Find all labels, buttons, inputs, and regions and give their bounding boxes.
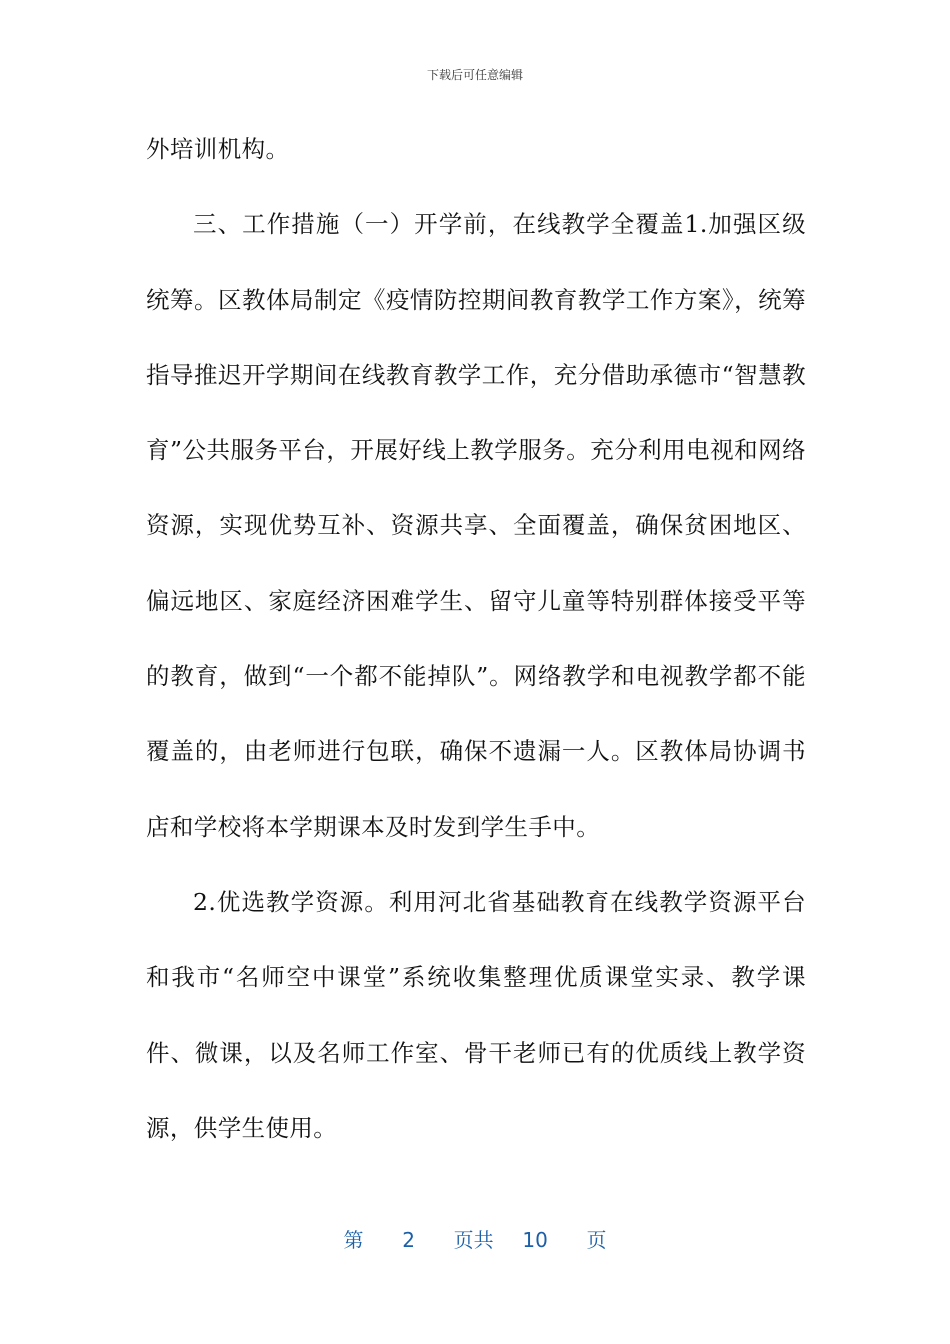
- paragraph-2: 三、工作措施（一）开学前，在线教学全覆盖1.加强区级统筹。区教体局制定《疫情防控期间教育教学工作方案》，统筹指导推迟开学期间在线教育教学工作，充分借助承德市“智慧教育”公共服务平台，开展好线上教学服务。充分利用电视和网络资源，实现优势互补、资源共享、全面覆盖，确保贫困地区、偏远地区、家庭经济困难学生、留守儿童等特别群体接受平等的教育，做到“一个都不能掉队”。网络教学和电视教学都不能覆盖的，由老师进行包联，确保不遗漏一人。区教体局协调书店和学校将本学期课本及时发到学生手中。: [146, 210, 806, 841]
- page-header: 下载后可任意编辑: [426, 68, 523, 82]
- paragraph-3: 2.优选教学资源。利用河北省基础教育在线教学资源平台和我市“名师空中课堂”系统收集整理优质课堂实录、教学课件、微课，以及名师工作室、骨干老师已有的优质线上教学资源，供学生使用。: [146, 887, 806, 1142]
- footer-suffix: 页: [586, 1228, 607, 1252]
- footer-prefix: 第: [343, 1228, 364, 1252]
- total-pages-number: 10: [522, 1228, 548, 1252]
- footer-middle: 页共: [453, 1228, 494, 1252]
- page-footer: [0, 1224, 950, 1253]
- current-page-number: 2: [402, 1228, 415, 1252]
- document-body: [146, 112, 806, 1166]
- paragraph-1: 外培训机构。: [146, 135, 290, 163]
